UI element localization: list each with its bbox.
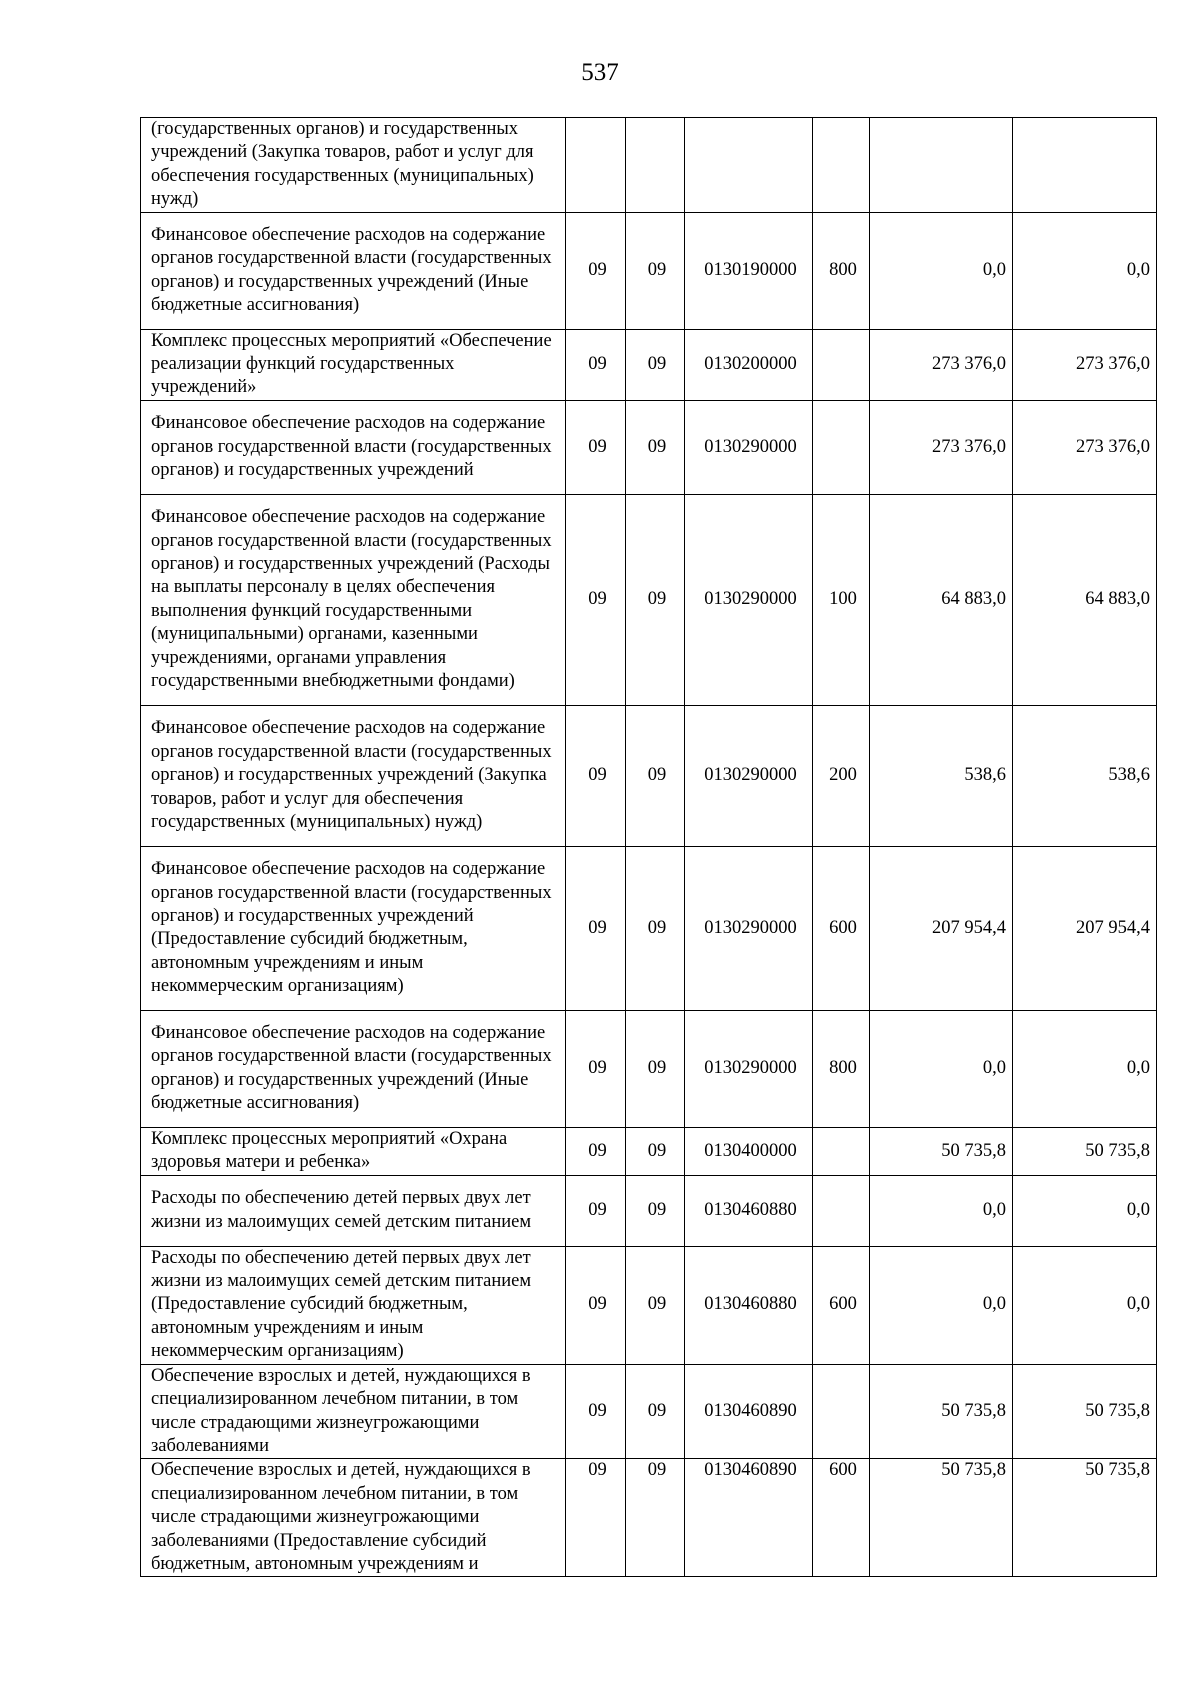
- row-target-code: 0130290000: [685, 1010, 813, 1127]
- row-target-code: 0130290000: [685, 846, 813, 1010]
- row-expense-type: [813, 1127, 870, 1175]
- row-target-code: 0130400000: [685, 1127, 813, 1175]
- table-row: [141, 1010, 1157, 1127]
- row-amount-1: 64 883,0: [870, 494, 1013, 705]
- row-target-code: 0130290000: [685, 400, 813, 494]
- row-name: Комплекс процессных мероприятий «Обеспечение реализации функций государственных учреждений»: [141, 329, 566, 400]
- row-target-code: 0130200000: [685, 329, 813, 400]
- row-subsection: 09: [626, 1364, 685, 1459]
- row-amount-2: 50 735,8: [1013, 1459, 1157, 1577]
- row-expense-type: 800: [813, 1010, 870, 1127]
- row-subsection: 09: [626, 705, 685, 846]
- row-amount-1: 538,6: [870, 705, 1013, 846]
- row-amount-2: 64 883,0: [1013, 494, 1157, 705]
- row-section: 09: [566, 329, 626, 400]
- row-expense-type: 600: [813, 1246, 870, 1364]
- row-target-code: 0130190000: [685, 212, 813, 329]
- row-name: Финансовое обеспечение расходов на содержание органов государственной власти (государственных органов) и государственных учреждений (Закупка товаров, работ и услуг для обеспечения государственных (муниципальных) нужд): [141, 705, 566, 846]
- row-expense-type: [813, 400, 870, 494]
- table-row: [141, 846, 1157, 1010]
- row-name: Финансовое обеспечение расходов на содержание органов государственной власти (государственных органов) и государственных учреждений (Иные бюджетные ассигнования): [141, 212, 566, 329]
- row-amount-2: 50 735,8: [1013, 1127, 1157, 1175]
- row-target-code: 0130460880: [685, 1175, 813, 1246]
- row-name: Финансовое обеспечение расходов на содержание органов государственной власти (государственных органов) и государственных учреждений (Предоставление субсидий бюджетным, автономным учреждениям и иным некоммерческим организациям): [141, 846, 566, 1010]
- row-section: 09: [566, 1364, 626, 1459]
- row-target-code: 0130460890: [685, 1459, 813, 1577]
- table-row: [141, 212, 1157, 329]
- row-section: [566, 118, 626, 213]
- row-amount-1: 50 735,8: [870, 1364, 1013, 1459]
- row-expense-type: [813, 329, 870, 400]
- row-name: Обеспечение взрослых и детей, нуждающихся в специализированном лечебном питании, в том числе страдающими жизнеугрожающими заболеваниями: [141, 1364, 566, 1459]
- row-subsection: 09: [626, 212, 685, 329]
- row-subsection: 09: [626, 1175, 685, 1246]
- row-amount-2: 0,0: [1013, 212, 1157, 329]
- row-subsection: 09: [626, 1010, 685, 1127]
- row-target-code: 0130460880: [685, 1246, 813, 1364]
- row-subsection: 09: [626, 329, 685, 400]
- row-section: 09: [566, 1246, 626, 1364]
- row-target-code: 0130290000: [685, 494, 813, 705]
- row-expense-type: [813, 1175, 870, 1246]
- table-row: [141, 329, 1157, 400]
- table-row: [141, 705, 1157, 846]
- row-target-code: [685, 118, 813, 213]
- row-subsection: 09: [626, 1246, 685, 1364]
- row-expense-type: [813, 1364, 870, 1459]
- row-amount-1: [870, 118, 1013, 213]
- row-amount-1: 207 954,4: [870, 846, 1013, 1010]
- row-target-code: 0130290000: [685, 705, 813, 846]
- row-amount-1: 273 376,0: [870, 400, 1013, 494]
- row-section: 09: [566, 494, 626, 705]
- row-amount-2: 0,0: [1013, 1010, 1157, 1127]
- table-row: [141, 1246, 1157, 1364]
- row-section: 09: [566, 1127, 626, 1175]
- row-amount-2: 0,0: [1013, 1175, 1157, 1246]
- row-expense-type: [813, 118, 870, 213]
- row-amount-2: 538,6: [1013, 705, 1157, 846]
- row-name: Финансовое обеспечение расходов на содержание органов государственной власти (государственных органов) и государственных учреждений (Иные бюджетные ассигнования): [141, 1010, 566, 1127]
- row-target-code: 0130460890: [685, 1364, 813, 1459]
- row-expense-type: 800: [813, 212, 870, 329]
- row-amount-1: 273 376,0: [870, 329, 1013, 400]
- row-subsection: 09: [626, 1459, 685, 1577]
- row-subsection: 09: [626, 494, 685, 705]
- row-amount-1: 0,0: [870, 212, 1013, 329]
- table-row: [141, 118, 1157, 213]
- row-name: Расходы по обеспечению детей первых двух лет жизни из малоимущих семей детским питанием: [141, 1175, 566, 1246]
- row-amount-2: 207 954,4: [1013, 846, 1157, 1010]
- row-name: Обеспечение взрослых и детей, нуждающихся в специализированном лечебном питании, в том числе страдающими жизнеугрожающими заболеваниями (Предоставление субсидий бюджетным, автономным учреждениям и: [141, 1459, 566, 1577]
- row-amount-1: 0,0: [870, 1246, 1013, 1364]
- row-section: 09: [566, 1010, 626, 1127]
- row-section: 09: [566, 705, 626, 846]
- budget-table-body: [141, 118, 1157, 1577]
- table-row: [141, 1459, 1157, 1577]
- table-row: [141, 1175, 1157, 1246]
- row-name: Расходы по обеспечению детей первых двух лет жизни из малоимущих семей детским питанием (Предоставление субсидий бюджетным, автономным учреждениям и иным некоммерческим организациям): [141, 1246, 566, 1364]
- row-amount-2: 273 376,0: [1013, 329, 1157, 400]
- table-row: [141, 494, 1157, 705]
- row-subsection: 09: [626, 400, 685, 494]
- row-expense-type: 600: [813, 1459, 870, 1577]
- row-name: Комплекс процессных мероприятий «Охрана здоровья матери и ребенка»: [141, 1127, 566, 1175]
- row-amount-2: 50 735,8: [1013, 1364, 1157, 1459]
- row-name: Финансовое обеспечение расходов на содержание органов государственной власти (государственных органов) и государственных учреждений (Расходы на выплаты персоналу в целях обеспечения выполнения функций государственными (муниципальными) органами, казенными учреждениями, органами управления государственными внебюджетными фондами): [141, 494, 566, 705]
- table-row: [141, 1127, 1157, 1175]
- page-number: 537: [581, 59, 619, 86]
- row-section: 09: [566, 400, 626, 494]
- row-amount-2: 273 376,0: [1013, 400, 1157, 494]
- row-amount-1: 50 735,8: [870, 1127, 1013, 1175]
- table-row: [141, 1364, 1157, 1459]
- row-section: 09: [566, 212, 626, 329]
- row-subsection: 09: [626, 846, 685, 1010]
- row-name: (государственных органов) и государственных учреждений (Закупка товаров, работ и услуг для обеспечения государственных (муниципальных) нужд): [141, 118, 566, 213]
- row-amount-1: 0,0: [870, 1175, 1013, 1246]
- row-name: Финансовое обеспечение расходов на содержание органов государственной власти (государственных органов) и государственных учреждений: [141, 400, 566, 494]
- row-amount-1: 0,0: [870, 1010, 1013, 1127]
- row-expense-type: 100: [813, 494, 870, 705]
- row-amount-2: [1013, 118, 1157, 213]
- row-amount-1: 50 735,8: [870, 1459, 1013, 1577]
- budget-table: [140, 117, 1157, 1577]
- table-row: [141, 400, 1157, 494]
- row-expense-type: 200: [813, 705, 870, 846]
- row-section: 09: [566, 846, 626, 1010]
- row-amount-2: 0,0: [1013, 1246, 1157, 1364]
- row-section: 09: [566, 1459, 626, 1577]
- row-subsection: [626, 118, 685, 213]
- row-section: 09: [566, 1175, 626, 1246]
- row-subsection: 09: [626, 1127, 685, 1175]
- row-expense-type: 600: [813, 846, 870, 1010]
